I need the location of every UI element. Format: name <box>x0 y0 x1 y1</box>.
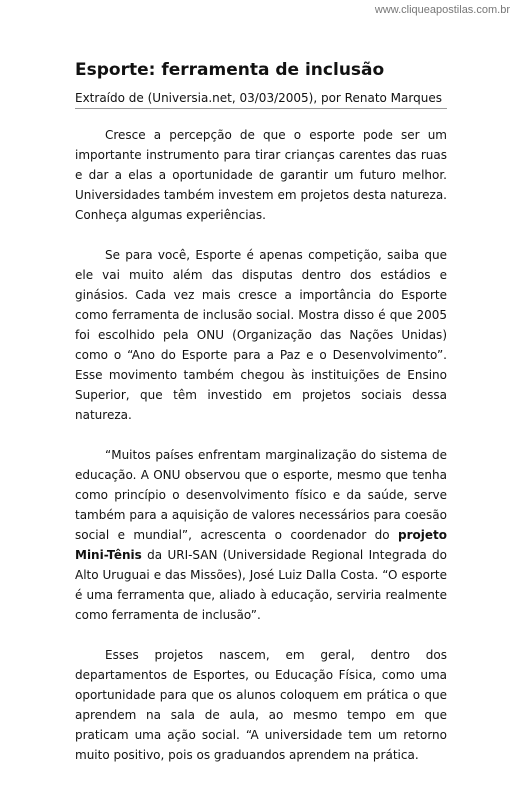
article-byline: Extraído de (Universia.net, 03/03/2005), por Renato Marques <box>75 90 447 109</box>
article-body <box>75 125 447 765</box>
paragraph-3-text-start: “Muitos países enfrentam marginalização do sistema de educação. A ONU observou que o esporte, mesmo que tenha como princípio o desenvolvimento físico e da saúde, serve também para a aquisição de valores necessários para coesão social e mundial”, acrescenta o coordenador do <box>75 448 447 542</box>
document <box>75 58 447 785</box>
paragraph-3 <box>75 445 447 625</box>
paragraph-2: Se para você, Esporte é apenas competição, saiba que ele vai muito além das disputas dentro dos estádios e ginásios. Cada vez mais cresce a importância do Esporte como ferramenta de inclusão social. Mostra disso é que 2005 foi escolhido pela ONU (Organização das Nações Unidas) como o “Ano do Esporte para a Paz e o Desenvolvimento”. Esse movimento também chegou às instituições de Ensino Superior, que têm investido em projetos sociais dessa natureza. <box>75 248 447 422</box>
site-url[interactable]: www.cliqueapostilas.com.br <box>374 4 510 16</box>
paragraph-4: Esses projetos nascem, em geral, dentro dos departamentos de Esportes, ou Educação Física, como uma oportunidade para que os alunos coloquem em prática o que aprendem na sala de aula, ao mesmo tempo em que praticam uma ação social. “A universidade tem um retorno muito positivo, pois os graduandos aprendem na prática. <box>75 648 447 762</box>
paragraph-3-text-end: da URI-SAN (Universidade Regional Integrada do Alto Uruguai e das Missões), José Luiz Dalla Costa. “O esporte é uma ferramenta que, aliado à educação, serviria realmente como ferramenta de inclusão”. <box>75 548 447 622</box>
project-name-bold: projeto Mini-Tênis <box>75 528 447 562</box>
paragraph-1: Cresce a percepção de que o esporte pode ser um importante instrumento para tirar crianças carentes das ruas e dar a elas a oportunidade de garantir um futuro melhor. Universidades também investem em projetos desta natureza. Conheça algumas experiências. <box>75 128 447 222</box>
article-title: Esporte: ferramenta de inclusão <box>75 60 385 80</box>
